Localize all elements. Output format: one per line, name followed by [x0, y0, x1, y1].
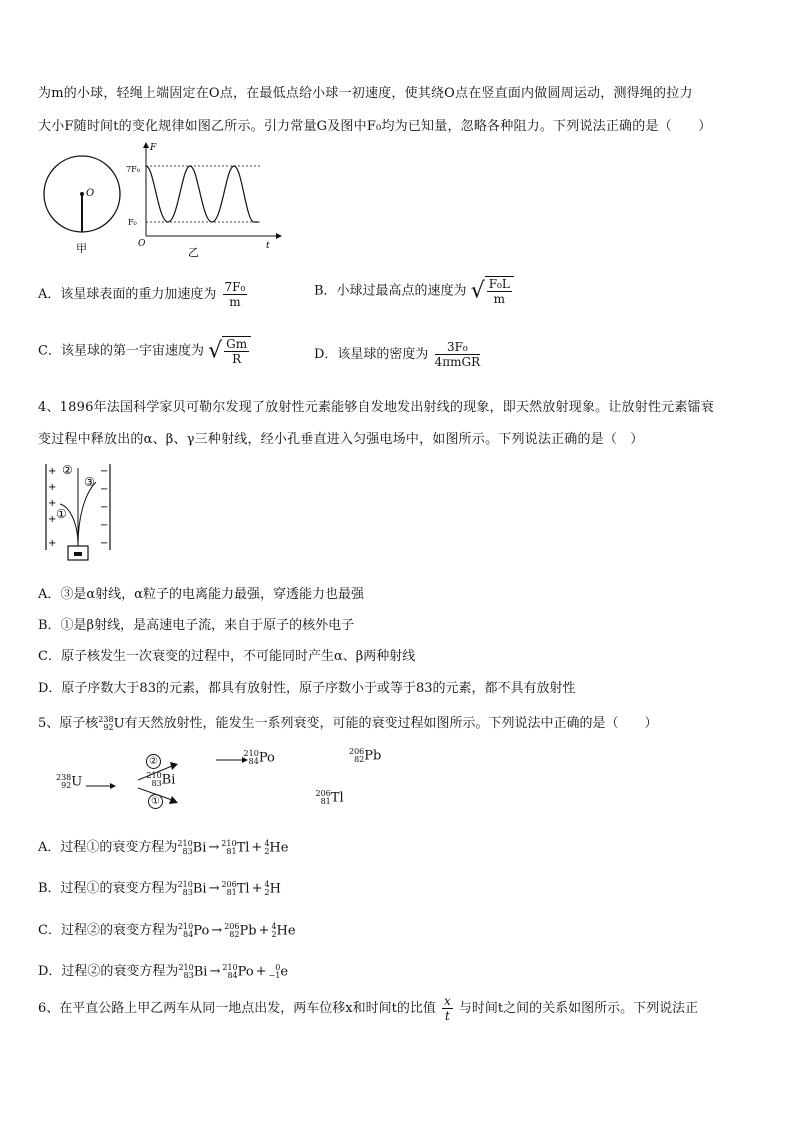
plus-symbol: + — [251, 840, 263, 855]
diagram-tl: 206 81Tl — [315, 789, 344, 806]
nuclide: 4 2H — [264, 879, 281, 897]
force-curve — [146, 166, 258, 222]
plus-symbol: + — [255, 964, 267, 979]
svg-text:+: + — [48, 498, 57, 509]
q4-option-c[interactable]: C．原子核发生一次衰变的过程中，不可能同时产生α、β两种射线 — [38, 649, 416, 664]
diagram-po: 210 84Po — [243, 749, 275, 766]
arrow-u-bi — [86, 782, 116, 790]
path-2-label: ② — [146, 754, 161, 769]
pivot-point — [80, 192, 84, 196]
svg-text:−: − — [100, 520, 109, 531]
svg-text:−: − — [100, 466, 109, 477]
nuclide: 210 83Bi — [177, 879, 207, 897]
q3-stem-line-1: 为m的小球，轻绳上端固定在O点，在最低点给小球一初速度，使其绕O点在竖直面内做圆周运动，测得绳的拉力 — [38, 86, 693, 101]
q4-stem-line-1: 4、1896年法国科学家贝可勒尔发现了放射性元素能够自发地发出射线的现象，即天然放射现象。让放射性元素镭衰 — [38, 400, 714, 415]
arrow-symbol: → — [211, 923, 223, 938]
arrow-symbol: → — [209, 964, 221, 979]
q3-option-a[interactable]: A．该星球表面的重力加速度为 $\frac{\text{7F₀}}{m}$ — [38, 280, 246, 309]
fig-yi-label: 乙 — [188, 246, 199, 259]
nuclide: 206 81Tl — [221, 879, 250, 897]
q4-stem-line-2: 变过程中释放出的α、β、γ三种射线，经小孔垂直进入匀强电场中，如图所示。下列说法正确的是（ ） — [38, 432, 644, 447]
q5-stem: 5、原子核238 92U有天然放射性，能发生一系列衰变，可能的衰变过程如图所示。下列说法中正确的是（ ） — [38, 714, 658, 732]
svg-text:+: + — [48, 514, 57, 525]
svg-text:+: + — [48, 538, 57, 549]
origin-label: O — [138, 239, 146, 249]
plus-symbol: + — [251, 881, 263, 896]
nuclide: 0 −1e — [268, 962, 289, 980]
nuclide: 4 2He — [264, 838, 289, 856]
q4-option-a[interactable]: A．③是α射线，α粒子的电离能力最强，穿透能力也最强 — [38, 587, 364, 602]
nuclide: 210 84Po — [177, 921, 210, 939]
nuclide: 210 83Bi — [177, 838, 207, 856]
q3-stem-line-2: 大小F随时间t的变化规律如图乙所示。引力常量G及图中F₀均为已知量，忽略各种阻力。下列说法正确的是（ ） — [38, 119, 712, 134]
arrow-symbol: → — [208, 840, 220, 855]
x-over-t-fraction: $\frac{x}{t}$ — [443, 994, 451, 1023]
plus-symbol: + — [258, 923, 270, 938]
q4-figure-electric-field — [38, 460, 128, 566]
q3-figure-yi — [124, 140, 284, 260]
nuclide: 206 82Pb — [224, 921, 257, 939]
q4-option-d[interactable]: D．原子序数大于83的元素，都具有放射性，原子序数小于或等于83的元素，都不具有放射性 — [38, 681, 576, 696]
t-axis-label: t — [266, 241, 270, 251]
nuclide: 210 84Po — [222, 962, 254, 980]
q3-option-c[interactable]: C．该星球的第一宇宙速度为 √ $\frac{Gm}{R}$ — [38, 336, 251, 366]
arrow-symbol: → — [208, 881, 220, 896]
ray-2-label: ② — [62, 463, 73, 477]
ray-3-label: ③ — [84, 475, 95, 489]
svg-text:−: − — [100, 484, 109, 495]
svg-text:−: − — [100, 538, 109, 549]
q5-option-d[interactable]: D．过程②的衰变方程为210 83Bi → 210 84Po + 0 −1e — [38, 962, 289, 980]
branch-arrows — [138, 758, 178, 808]
diagram-u: 238 92U — [56, 773, 83, 790]
q6-stem: 6、在平直公路上甲乙两车从同一地点出发，两车位移x和时间t的比值 $\frac{x}{t}$ 与时间t之间的关系如图所示。下列说法正 — [38, 994, 699, 1023]
q3-figure-jia — [40, 148, 130, 258]
q4-option-b[interactable]: B．①是β射线，是高速电子流，来自于原子的核外电子 — [38, 618, 355, 633]
y-tick-f0: F₀ — [128, 218, 137, 227]
q5-option-b[interactable]: B．过程①的衰变方程为210 83Bi → 206 81Tl + 4 2H — [38, 879, 281, 897]
q3-option-d[interactable]: D．该星球的密度为 $\frac{\text{3F₀}}{\text{4πmGR}}$ — [314, 340, 481, 369]
svg-text:+: + — [48, 482, 57, 493]
minus-signs — [100, 466, 108, 549]
diagram-bi: 210 83Bi — [146, 771, 176, 788]
nuclide: 4 2He — [271, 921, 296, 939]
fig-jia-label: 甲 — [76, 242, 87, 255]
diagram-pb: 206 82Pb — [349, 747, 382, 764]
path-1-label: ① — [148, 794, 163, 809]
nuclide: 210 81Tl — [221, 838, 250, 856]
ray-1-label: ① — [56, 507, 67, 521]
y-tick-7f0: 7F₀ — [126, 165, 140, 174]
q3-option-b[interactable]: B．小球过最高点的速度为 √ $\frac{\text{F₀L}}{m}$ — [314, 276, 514, 306]
svg-text:−: − — [100, 502, 109, 513]
q5-decay-diagram — [56, 747, 382, 812]
nuclide: 210 83Bi — [178, 962, 208, 980]
arrow-po-pb — [216, 756, 248, 764]
radium-source — [74, 552, 82, 556]
ray-3-path — [78, 482, 96, 546]
f-axis-label: F — [150, 143, 157, 153]
q5-option-c[interactable]: C．过程②的衰变方程为210 84Po → 206 82Pb + 4 2He — [38, 921, 296, 939]
nuclide-u238: 238 92U — [98, 714, 125, 732]
point-o-label: O — [86, 188, 95, 199]
q5-option-a[interactable]: A．过程①的衰变方程为210 83Bi → 210 81Tl + 4 2He — [38, 838, 289, 856]
svg-text:+: + — [48, 466, 57, 477]
